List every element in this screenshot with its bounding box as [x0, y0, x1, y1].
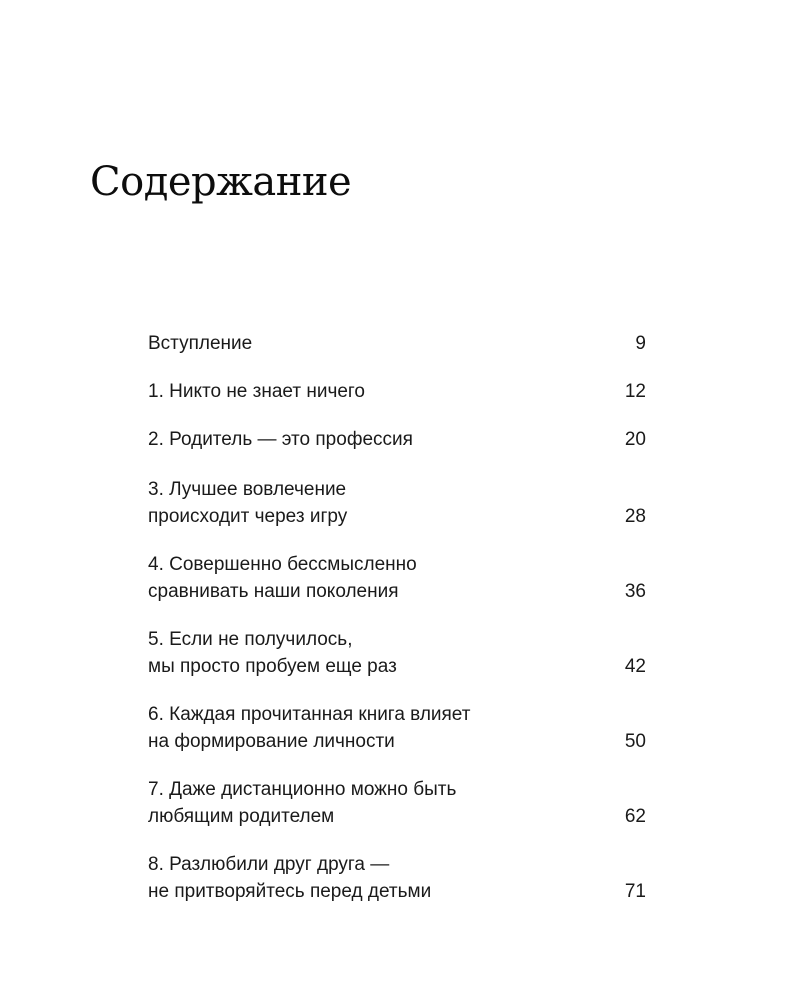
toc-entry-title: 7. Даже дистанционно можно быть любящим родителем: [148, 779, 457, 827]
toc-entry-page: 62: [624, 806, 646, 827]
toc-entry-title: 4. Совершенно бессмысленно сравнивать наши поколения: [148, 554, 417, 602]
toc-entry-title: 8. Разлюбили друг друга — не притворяйтесь перед детьми: [148, 854, 432, 902]
toc-entry-chapter-8: [148, 851, 648, 905]
toc-entry-chapter-4: [148, 551, 648, 605]
toc-entry-page: 71: [624, 881, 646, 902]
toc-entry-page: 20: [624, 429, 646, 450]
toc-entry-page: 50: [624, 731, 646, 752]
toc-entry-chapter-5: [148, 626, 648, 680]
toc-entry-page: 28: [624, 506, 646, 527]
toc-entry-page: 42: [624, 656, 646, 677]
toc-entry-chapter-2: [148, 426, 648, 453]
toc-entry-title: 3. Лучшее вовлечение происходит через игру: [148, 479, 348, 527]
toc-entry-page: 9: [635, 333, 646, 354]
page-title: Содержание: [90, 159, 352, 205]
toc-entry-chapter-3: [148, 476, 648, 530]
toc-entry-chapter-7: [148, 776, 648, 830]
toc-entry-page: 12: [624, 381, 646, 402]
toc-entry-title: 5. Если не получилось, мы просто пробуем еще раз: [148, 629, 397, 677]
toc-entry-page: 36: [624, 581, 646, 602]
toc-entry-chapter-1: [148, 378, 648, 405]
toc-entry-title: 6. Каждая прочитанная книга влияет на формирование личности: [148, 704, 471, 752]
toc-entry-title: 2. Родитель — это профессия: [148, 429, 413, 450]
toc-entry-title: 1. Никто не знает ничего: [148, 381, 365, 402]
toc-entry-chapter-6: [148, 701, 648, 755]
toc-entry-intro: [148, 330, 648, 357]
toc-entry-title: Вступление: [148, 333, 253, 354]
